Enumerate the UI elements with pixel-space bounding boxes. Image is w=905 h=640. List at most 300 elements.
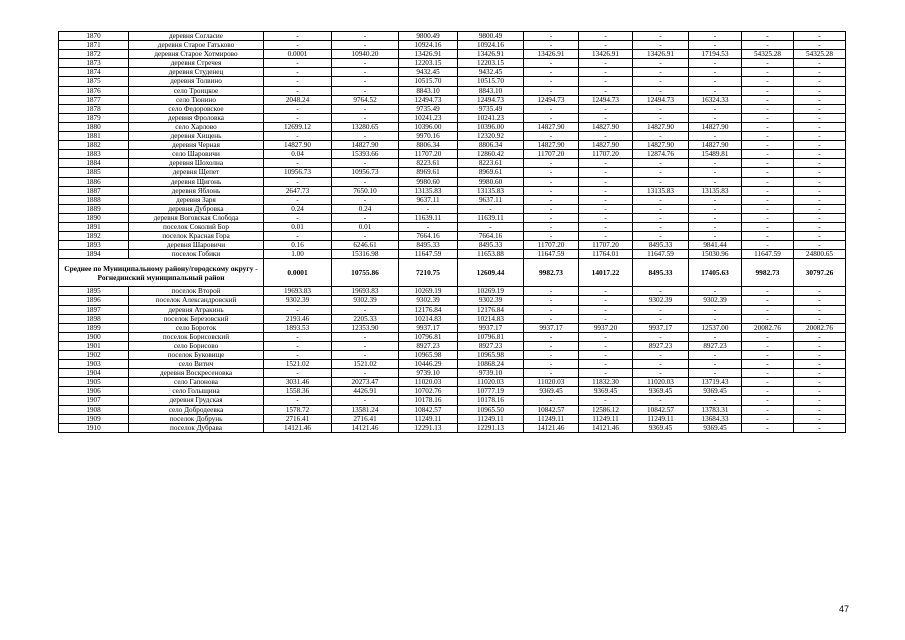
value-cell: -	[742, 222, 794, 231]
value-cell: 9980.60	[399, 177, 458, 186]
value-cell: -	[742, 213, 794, 222]
value-cell: 9302.39	[332, 296, 399, 305]
row-number: 1898	[59, 314, 129, 323]
value-cell: 10241.23	[399, 113, 458, 122]
value-cell: -	[742, 104, 794, 113]
table-row	[59, 387, 846, 396]
value-cell: -	[524, 396, 579, 405]
value-cell: 10868.24	[458, 360, 524, 369]
settlement-name: село Голыщина	[129, 387, 264, 396]
value-cell: 11647.59	[399, 250, 458, 259]
value-cell: 9637.11	[458, 195, 524, 204]
row-number: 1900	[59, 332, 129, 341]
table-row	[59, 204, 846, 213]
value-cell: 10396.00	[399, 122, 458, 131]
value-cell: 9369.45	[633, 387, 689, 396]
value-cell: -	[579, 360, 633, 369]
value-cell: -	[524, 113, 579, 122]
value-cell: -	[633, 104, 689, 113]
value-cell: 11653.88	[458, 250, 524, 259]
value-cell: 8927.23	[633, 341, 689, 350]
value-cell: 8495.33	[633, 241, 689, 250]
settlement-name: деревня Студенец	[129, 68, 264, 77]
settlement-name: поселок Соколий Бор	[129, 222, 264, 231]
value-cell: 11249.11	[458, 414, 524, 423]
value-cell: 8843.10	[399, 86, 458, 95]
settlement-name: деревня Фроловка	[129, 113, 264, 122]
value-cell: -	[742, 204, 794, 213]
value-cell: 9302.39	[399, 296, 458, 305]
table-row	[59, 250, 846, 259]
value-cell: -	[794, 296, 846, 305]
row-number: 1895	[59, 287, 129, 296]
value-cell: -	[742, 378, 794, 387]
table-row	[59, 59, 846, 68]
value-cell: 9735.49	[458, 104, 524, 113]
value-cell: 11020.03	[524, 378, 579, 387]
value-cell: 11707.20	[524, 241, 579, 250]
value-cell: 10796.81	[399, 332, 458, 341]
value-cell: -	[794, 86, 846, 95]
value-cell: 10956.73	[264, 168, 332, 177]
value-cell: -	[742, 405, 794, 414]
row-number: 1903	[59, 360, 129, 369]
value-cell: -	[794, 332, 846, 341]
value-cell: 11249.11	[524, 414, 579, 423]
value-cell: -	[689, 332, 742, 341]
value-cell: -	[742, 332, 794, 341]
value-cell: -	[524, 159, 579, 168]
table-row	[59, 195, 846, 204]
row-number: 1886	[59, 177, 129, 186]
value-cell: -	[794, 423, 846, 432]
value-cell: -	[264, 32, 332, 41]
value-cell: 4426.91	[332, 387, 399, 396]
table-row	[59, 414, 846, 423]
value-cell: 14827.90	[579, 141, 633, 150]
row-number: 1896	[59, 296, 129, 305]
value-cell: -	[633, 86, 689, 95]
table-row	[59, 369, 846, 378]
value-cell: -	[524, 222, 579, 231]
value-cell: -	[524, 86, 579, 95]
settlement-name: поселок Буковище	[129, 351, 264, 360]
value-cell: -	[332, 305, 399, 314]
value-cell: -	[524, 351, 579, 360]
value-cell: 10777.19	[458, 387, 524, 396]
table-row	[59, 323, 846, 332]
table-row	[59, 332, 846, 341]
summary-value: 0.0001	[264, 259, 332, 287]
value-cell: 10842.57	[524, 405, 579, 414]
value-cell: 8927.23	[689, 341, 742, 350]
value-cell: 9841.44	[689, 241, 742, 250]
row-number: 1884	[59, 159, 129, 168]
value-cell: 17194.53	[689, 50, 742, 59]
value-cell: 9937.20	[579, 323, 633, 332]
row-number: 1908	[59, 405, 129, 414]
value-cell: -	[742, 186, 794, 195]
value-cell: 0.01	[332, 222, 399, 231]
table-row	[59, 141, 846, 150]
value-cell: -	[794, 132, 846, 141]
summary-label: Среднее по Муниципальному району/городскому округу - Рогнединский муниципальный район	[59, 259, 264, 287]
value-cell: 6246.61	[332, 241, 399, 250]
summary-value: 9982.73	[742, 259, 794, 287]
value-cell: 16324.33	[689, 95, 742, 104]
value-cell: -	[524, 168, 579, 177]
value-cell: 12494.73	[399, 95, 458, 104]
value-cell: -	[689, 159, 742, 168]
value-cell: 8843.10	[458, 86, 524, 95]
value-cell: -	[264, 113, 332, 122]
table-row	[59, 41, 846, 50]
value-cell: 9302.39	[689, 296, 742, 305]
settlement-name: поселок Добрунь	[129, 414, 264, 423]
settlement-name: деревня Щигонь	[129, 177, 264, 186]
value-cell: 9800.49	[458, 32, 524, 41]
value-cell: 8927.23	[458, 341, 524, 350]
value-cell: -	[794, 213, 846, 222]
value-cell: -	[794, 341, 846, 350]
value-cell: 24800.65	[794, 250, 846, 259]
value-cell: -	[579, 213, 633, 222]
value-cell: -	[332, 369, 399, 378]
value-cell: -	[689, 287, 742, 296]
value-cell: 14827.90	[689, 141, 742, 150]
value-cell: -	[399, 222, 458, 231]
value-cell: -	[264, 369, 332, 378]
value-cell: -	[633, 213, 689, 222]
value-cell: 9302.39	[633, 296, 689, 305]
table-row	[59, 104, 846, 113]
row-number: 1907	[59, 396, 129, 405]
settlement-name: село Гапонова	[129, 378, 264, 387]
table-row	[59, 213, 846, 222]
settlement-name: деревня Грудская	[129, 396, 264, 405]
value-cell: -	[794, 59, 846, 68]
settlement-name: деревня Дубровка	[129, 204, 264, 213]
value-cell: -	[524, 132, 579, 141]
value-cell: -	[399, 204, 458, 213]
value-cell: -	[264, 59, 332, 68]
summary-value: 9982.73	[524, 259, 579, 287]
value-cell: -	[742, 414, 794, 423]
value-cell: -	[742, 351, 794, 360]
value-cell: -	[742, 122, 794, 131]
value-cell: -	[633, 351, 689, 360]
settlement-name: поселок Красная Гора	[129, 232, 264, 241]
value-cell: -	[332, 132, 399, 141]
row-number: 1885	[59, 168, 129, 177]
value-cell: 2716.41	[264, 414, 332, 423]
settlement-name: деревня Шохолна	[129, 159, 264, 168]
settlement-name: село Троицкое	[129, 86, 264, 95]
value-cell: 9800.49	[399, 32, 458, 41]
value-cell: -	[794, 95, 846, 104]
value-cell: -	[332, 195, 399, 204]
value-cell: 12291.13	[458, 423, 524, 432]
value-cell: -	[633, 68, 689, 77]
value-cell: 12874.76	[633, 150, 689, 159]
value-cell: -	[794, 369, 846, 378]
value-cell: 9937.17	[633, 323, 689, 332]
table-row	[59, 232, 846, 241]
row-number: 1875	[59, 77, 129, 86]
summary-value: 12609.44	[458, 259, 524, 287]
value-cell: -	[458, 204, 524, 213]
table-row	[59, 95, 846, 104]
value-cell: 13783.31	[689, 405, 742, 414]
settlement-name: поселок Березовский	[129, 314, 264, 323]
value-cell: -	[332, 159, 399, 168]
value-cell: -	[689, 204, 742, 213]
value-cell: 9302.39	[458, 296, 524, 305]
row-number: 1902	[59, 351, 129, 360]
settlement-name: деревня Атракинь	[129, 305, 264, 314]
value-cell: 14827.90	[689, 122, 742, 131]
row-number: 1890	[59, 213, 129, 222]
value-cell: -	[524, 41, 579, 50]
value-cell: 20082.76	[742, 323, 794, 332]
value-cell: 9637.11	[399, 195, 458, 204]
value-cell: 14827.90	[264, 141, 332, 150]
value-cell: 11020.03	[633, 378, 689, 387]
value-cell: -	[794, 68, 846, 77]
value-cell: 11249.11	[399, 414, 458, 423]
row-number: 1897	[59, 305, 129, 314]
value-cell: -	[332, 77, 399, 86]
value-cell: -	[689, 369, 742, 378]
value-cell: -	[524, 186, 579, 195]
value-cell: -	[742, 59, 794, 68]
table-row	[59, 159, 846, 168]
value-cell: -	[742, 296, 794, 305]
value-cell: 8495.33	[458, 241, 524, 250]
value-cell: -	[579, 369, 633, 378]
value-cell: 10515.70	[399, 77, 458, 86]
value-cell: -	[742, 41, 794, 50]
value-cell: -	[794, 378, 846, 387]
value-cell: -	[689, 314, 742, 323]
value-cell: -	[524, 296, 579, 305]
summary-value: 8495.33	[633, 259, 689, 287]
settlement-name: село Борисово	[129, 341, 264, 350]
value-cell: -	[579, 68, 633, 77]
value-cell: 10965.50	[458, 405, 524, 414]
value-cell: -	[579, 168, 633, 177]
value-cell: 11707.20	[579, 241, 633, 250]
value-cell: 12537.00	[689, 323, 742, 332]
row-number: 1880	[59, 122, 129, 131]
value-cell: -	[689, 59, 742, 68]
value-cell: -	[458, 222, 524, 231]
value-cell: -	[689, 132, 742, 141]
value-cell: 11707.20	[524, 150, 579, 159]
value-cell: -	[633, 168, 689, 177]
value-cell: -	[794, 113, 846, 122]
value-cell: 10214.83	[458, 314, 524, 323]
value-cell: 9937.17	[399, 323, 458, 332]
table-row	[59, 168, 846, 177]
value-cell: 13135.83	[633, 186, 689, 195]
row-number: 1889	[59, 204, 129, 213]
value-cell: 8927.23	[399, 341, 458, 350]
value-cell: -	[794, 241, 846, 250]
value-cell: -	[579, 104, 633, 113]
value-cell: 2647.73	[264, 186, 332, 195]
value-cell: -	[524, 232, 579, 241]
table-row	[59, 177, 846, 186]
value-cell: 9432.45	[458, 68, 524, 77]
value-cell: -	[332, 113, 399, 122]
value-cell: -	[794, 41, 846, 50]
value-cell: 11707.20	[579, 150, 633, 159]
value-cell: -	[524, 360, 579, 369]
value-cell: 9369.45	[689, 387, 742, 396]
table-row	[59, 305, 846, 314]
value-cell: -	[524, 305, 579, 314]
table-row	[59, 186, 846, 195]
row-number: 1876	[59, 86, 129, 95]
row-number: 1879	[59, 113, 129, 122]
summary-value: 10755.86	[332, 259, 399, 287]
value-cell: 10241.23	[458, 113, 524, 122]
row-number: 1883	[59, 150, 129, 159]
value-cell: -	[524, 68, 579, 77]
value-cell: -	[332, 232, 399, 241]
row-number: 1882	[59, 141, 129, 150]
value-cell: 15489.81	[689, 150, 742, 159]
row-number: 1881	[59, 132, 129, 141]
value-cell: -	[332, 213, 399, 222]
value-cell: -	[794, 305, 846, 314]
value-cell: -	[794, 351, 846, 360]
value-cell: -	[689, 305, 742, 314]
value-cell: 11647.59	[633, 250, 689, 259]
value-cell: 54325.28	[794, 50, 846, 59]
value-cell: -	[264, 351, 332, 360]
value-cell: -	[524, 32, 579, 41]
value-cell: -	[633, 113, 689, 122]
row-number: 1910	[59, 423, 129, 432]
value-cell: -	[332, 86, 399, 95]
value-cell: -	[332, 32, 399, 41]
value-cell: -	[579, 396, 633, 405]
row-number: 1909	[59, 414, 129, 423]
value-cell: -	[689, 77, 742, 86]
table-row	[59, 132, 846, 141]
value-cell: 0.24	[332, 204, 399, 213]
settlement-name: деревня Старое Хотмирово	[129, 50, 264, 59]
value-cell: -	[742, 423, 794, 432]
settlement-name: поселок Дубрава	[129, 423, 264, 432]
value-cell: 15030.96	[689, 250, 742, 259]
value-cell: 9739.10	[458, 369, 524, 378]
value-cell: -	[524, 59, 579, 68]
value-cell: -	[794, 360, 846, 369]
value-cell: 7664.16	[399, 232, 458, 241]
value-cell: -	[794, 222, 846, 231]
value-cell: 19693.83	[264, 287, 332, 296]
value-cell: -	[264, 86, 332, 95]
settlement-name: деревня Яблонь	[129, 186, 264, 195]
settlement-name: деревня Стречея	[129, 59, 264, 68]
value-cell: -	[633, 159, 689, 168]
row-number: 1871	[59, 41, 129, 50]
value-cell: 13426.91	[399, 50, 458, 59]
row-number: 1872	[59, 50, 129, 59]
value-cell: 10214.83	[399, 314, 458, 323]
value-cell: -	[524, 314, 579, 323]
value-cell: 13426.91	[633, 50, 689, 59]
settlement-name: село Харлово	[129, 122, 264, 131]
value-cell: -	[579, 232, 633, 241]
value-cell: -	[264, 68, 332, 77]
value-cell: 10842.57	[633, 405, 689, 414]
value-cell: 13280.65	[332, 122, 399, 131]
value-cell: -	[524, 341, 579, 350]
table-row	[59, 296, 846, 305]
settlement-name: село Тюнино	[129, 95, 264, 104]
value-cell: 8495.33	[399, 241, 458, 250]
value-cell: -	[633, 177, 689, 186]
value-cell: -	[332, 332, 399, 341]
value-cell: 8806.34	[399, 141, 458, 150]
value-cell: -	[264, 177, 332, 186]
value-cell: -	[264, 41, 332, 50]
value-cell: -	[579, 204, 633, 213]
table-row	[59, 150, 846, 159]
value-cell: 10940.20	[332, 50, 399, 59]
value-cell: 19693.83	[332, 287, 399, 296]
value-cell: -	[579, 77, 633, 86]
value-cell: 10178.16	[399, 396, 458, 405]
value-cell: 12494.73	[458, 95, 524, 104]
value-cell: 10515.70	[458, 77, 524, 86]
value-cell: 10965.98	[399, 351, 458, 360]
value-cell: 8969.61	[399, 168, 458, 177]
value-cell: 11832.30	[579, 378, 633, 387]
value-cell: 14121.46	[264, 423, 332, 432]
value-cell: 13135.83	[399, 186, 458, 195]
row-number: 1904	[59, 369, 129, 378]
summary-value: 17405.63	[689, 259, 742, 287]
value-cell: -	[794, 77, 846, 86]
table-row	[59, 222, 846, 231]
value-cell: 10269.19	[458, 287, 524, 296]
value-cell: -	[579, 132, 633, 141]
settlement-name: деревня Заря	[129, 195, 264, 204]
value-cell: -	[332, 104, 399, 113]
value-cell: 10269.19	[399, 287, 458, 296]
value-cell: -	[524, 195, 579, 204]
value-cell: 12176.84	[399, 305, 458, 314]
value-cell: -	[794, 122, 846, 131]
value-cell: 12699.12	[264, 122, 332, 131]
value-cell: -	[794, 405, 846, 414]
page-number: 47	[839, 604, 850, 614]
data-table	[58, 31, 846, 433]
value-cell: 14121.46	[579, 423, 633, 432]
value-cell: -	[794, 387, 846, 396]
value-cell: -	[633, 360, 689, 369]
summary-value: 7210.75	[399, 259, 458, 287]
value-cell: -	[742, 314, 794, 323]
value-cell: -	[689, 41, 742, 50]
value-cell: 9369.45	[689, 423, 742, 432]
value-cell: 9302.39	[264, 296, 332, 305]
